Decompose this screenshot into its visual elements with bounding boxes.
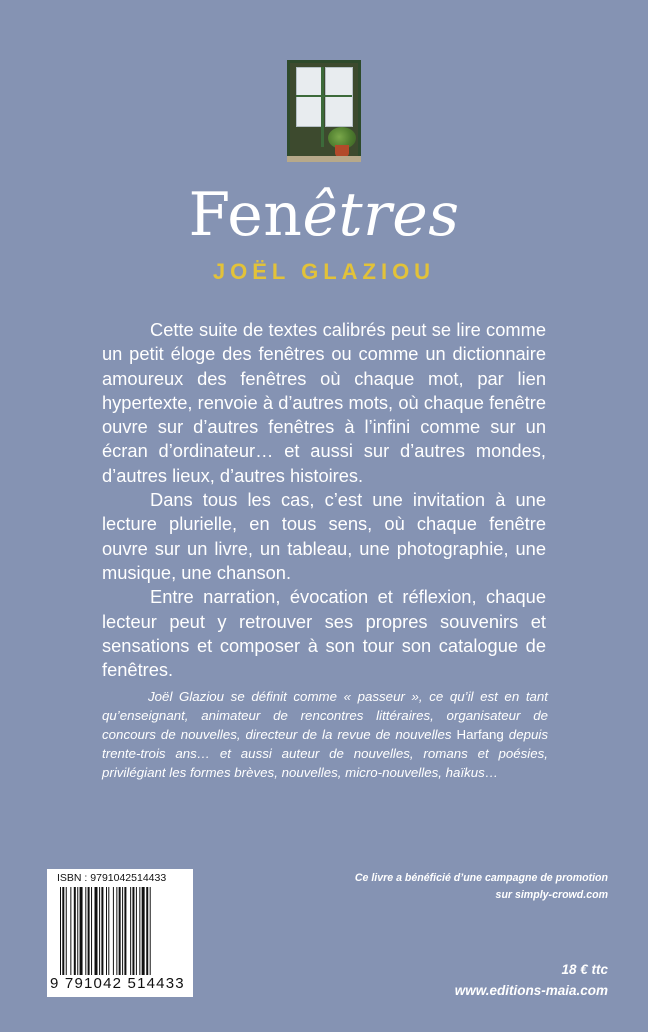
blurb-paragraph: Cette suite de textes calibrés peut se lire comme un petit éloge des fenêtres ou comme un dictionnaire amoureux des fenêtres où chaque mot, par lien hypertexte, renvoie à d’autres mots, où chaque fenêtre ouvre sur d’autres fenêtres à l’infini comme sur un écran d’ordinateur… et aussi sur d’autres mondes, d’autres lieux, d’autres histoires. <box>102 319 546 486</box>
barcode-bar <box>77 887 78 975</box>
barcode-bar <box>116 887 117 975</box>
book-title <box>0 176 648 254</box>
promo-line-2: sur simply-crowd.com <box>495 889 608 901</box>
barcode-bar <box>91 887 92 975</box>
barcode-digits: 9 791042 514433 <box>50 975 185 992</box>
barcode-bar <box>74 887 76 975</box>
barcode-bar <box>119 887 121 975</box>
barcode-bar <box>66 887 67 975</box>
barcode-bar <box>139 887 140 975</box>
bio-journal: Harfang <box>456 727 504 742</box>
bio-text-2: depuis trente-trois ans… et aussi auteur de nouvelles, romans et poésies, privilégiant les formes brèves, nouvelles, micro-nouvelles, haïkus… <box>102 727 548 780</box>
window-sill <box>287 156 361 162</box>
barcode-icon <box>60 887 184 975</box>
window-pane-right <box>325 67 353 127</box>
barcode-bar <box>60 887 61 975</box>
barcode-bar <box>130 887 131 975</box>
window-divider <box>321 67 324 147</box>
barcode-bar <box>85 887 86 975</box>
bio-text-1: Joël Glaziou se définit comme « passeur », ce qu’il est en tant qu’enseignant, animateur de rencontres littéraires, organisateur de concours de nouvelles, directeur de la revue de nouvelles <box>102 689 548 742</box>
promo-line-1: Ce livre a bénéficié d’une campagne de promotion <box>354 872 608 884</box>
barcode-bar <box>122 887 123 975</box>
barcode-bar <box>101 887 103 975</box>
blurb-paragraph: Entre narration, évocation et réflexion, chaque lecteur peut y retrouver ses propres souvenirs et sensations et composer à son tour son catalogue de fenêtres. <box>102 586 546 681</box>
window-mullion <box>296 95 352 97</box>
barcode-bar <box>80 887 83 975</box>
barcode-bar <box>95 887 98 975</box>
barcode-bar <box>70 887 71 975</box>
barcode-bar <box>142 887 145 975</box>
barcode-box <box>47 869 193 997</box>
window-illustration <box>287 60 361 162</box>
title-italic: êtres <box>302 180 460 250</box>
barcode-bar <box>62 887 64 975</box>
barcode-bar <box>150 887 151 975</box>
author-name: JOËL GLAZIOU <box>212 259 436 284</box>
author-bio <box>102 687 548 782</box>
barcode-bar <box>108 887 109 975</box>
barcode-bar <box>106 887 107 975</box>
title-roman: Fen <box>188 180 303 250</box>
barcode-bar <box>88 887 90 975</box>
barcode-bar <box>132 887 134 975</box>
website[interactable]: www.editions-maia.com <box>454 983 608 998</box>
barcode-bar <box>136 887 137 975</box>
barcode-bar <box>99 887 100 975</box>
price: 18 € ttc <box>561 962 608 977</box>
blurb <box>102 318 546 682</box>
barcode-bar <box>124 887 126 975</box>
barcode-bar <box>146 887 148 975</box>
blurb-paragraph: Dans tous les cas, c’est une invitation à une lecture plurielle, en tous sens, où chaque fenêtre ouvre sur un livre, un tableau, une photographie, une musique, une chanson. <box>102 489 546 583</box>
isbn-label: ISBN : 9791042514433 <box>57 872 167 884</box>
promo-note <box>308 870 608 904</box>
barcode-bar <box>113 887 114 975</box>
window-pane-left <box>296 67 322 127</box>
